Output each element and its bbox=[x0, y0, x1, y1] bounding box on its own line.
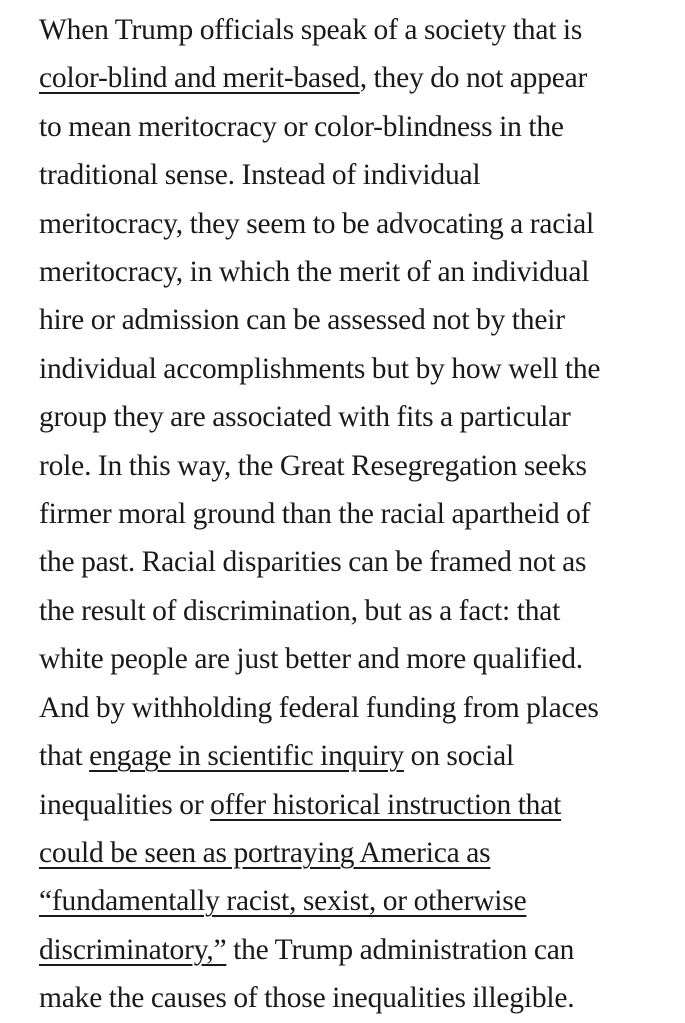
text-line bbox=[39, 877, 679, 925]
text-line bbox=[39, 54, 679, 102]
inline-link[interactable]: discriminatory,” bbox=[39, 933, 227, 966]
text-run: make the causes of those inequalities illegible. bbox=[39, 982, 575, 1015]
text-run: white people are just better and more qualified. bbox=[39, 643, 583, 676]
inline-link[interactable]: offer historical instruction that bbox=[210, 788, 562, 821]
text-run: meritocracy, they seem to be advocating a racial bbox=[39, 207, 595, 240]
text-line bbox=[39, 684, 679, 732]
text-run: individual accomplishments but by how well the bbox=[39, 352, 601, 385]
inline-link[interactable]: “fundamentally racist, sexist, or otherwise bbox=[39, 885, 527, 918]
text-run: firmer moral ground than the racial apartheid of bbox=[39, 498, 591, 531]
text-line bbox=[39, 490, 679, 538]
text-run: group they are associated with fits a particular bbox=[39, 401, 571, 434]
text-run: When Trump officials speak of a society that is bbox=[39, 14, 583, 46]
text-run: traditional sense. Instead of individual bbox=[39, 159, 481, 192]
inline-link[interactable]: engage in scientific inquiry bbox=[89, 740, 404, 773]
text-run: inequalities or bbox=[39, 788, 211, 821]
text-line bbox=[39, 248, 679, 296]
text-run: that bbox=[39, 740, 90, 773]
text-run: meritocracy, in which the merit of an individual bbox=[39, 256, 590, 289]
inline-link[interactable]: could be seen as portraying America as bbox=[39, 836, 491, 869]
text-run: the result of discrimination, but as a fact: that bbox=[39, 594, 561, 627]
text-line bbox=[39, 393, 679, 441]
text-run: the past. Racial disparities can be framed not as bbox=[39, 546, 587, 579]
text-line bbox=[39, 6, 679, 54]
text-run: And by withholding federal funding from places bbox=[39, 691, 599, 724]
text-line bbox=[39, 538, 679, 586]
text-run: role. In this way, the Great Resegregation seeks bbox=[39, 449, 587, 482]
text-run: on social bbox=[403, 740, 515, 773]
text-line bbox=[39, 345, 679, 393]
text-run: the Trump administration can bbox=[226, 933, 575, 966]
text-run: hire or admission can be assessed not by their bbox=[39, 304, 565, 337]
text-line bbox=[39, 781, 679, 829]
text-line bbox=[39, 296, 679, 344]
text-line bbox=[39, 926, 679, 974]
text-line bbox=[39, 103, 679, 151]
text-line bbox=[39, 974, 679, 1022]
text-line bbox=[39, 732, 679, 780]
text-line bbox=[39, 200, 679, 248]
text-run: , they do not appear bbox=[359, 62, 588, 95]
text-line bbox=[39, 442, 679, 490]
text-line bbox=[39, 829, 679, 877]
text-line bbox=[39, 635, 679, 683]
inline-link[interactable]: color-blind and merit-based bbox=[39, 62, 360, 95]
text-line bbox=[39, 587, 679, 635]
article-paragraph bbox=[39, 6, 679, 1023]
text-line bbox=[39, 151, 679, 199]
text-run: to mean meritocracy or color-blindness in the bbox=[39, 110, 564, 143]
